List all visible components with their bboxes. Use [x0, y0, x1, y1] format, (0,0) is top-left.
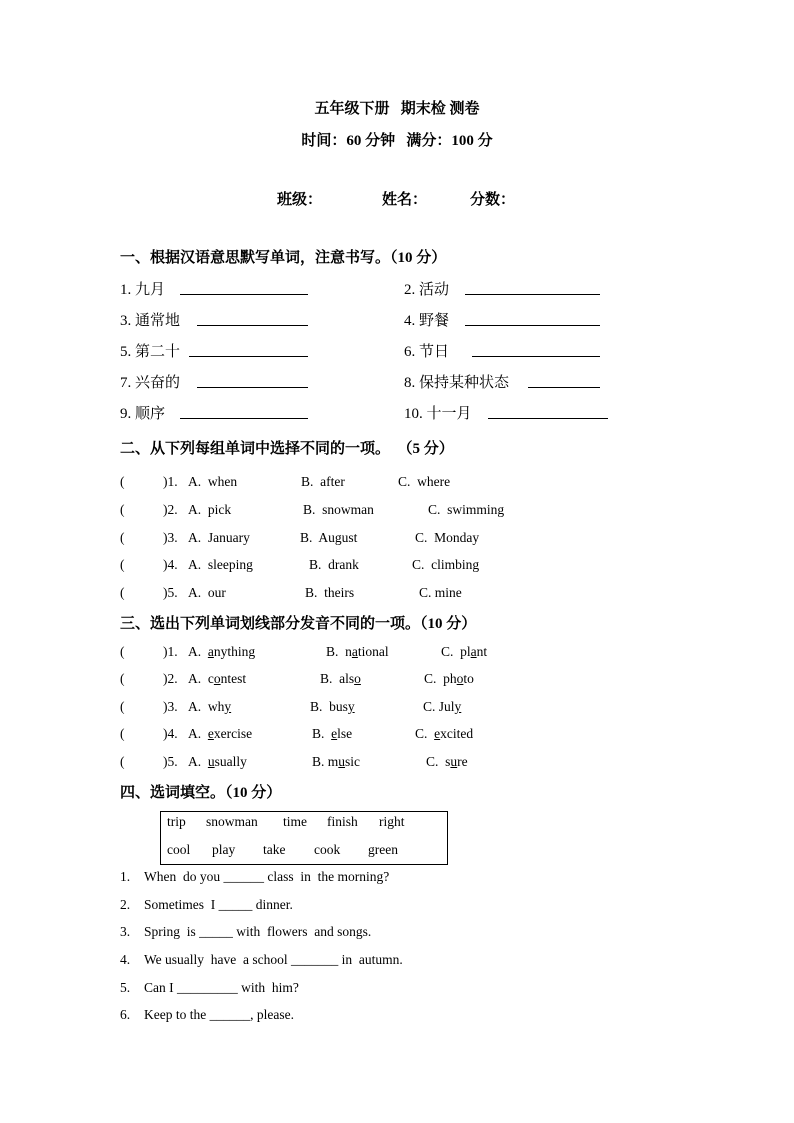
option-b: B. busy: [310, 699, 355, 714]
score-label: 分数：: [470, 192, 516, 208]
answer-paren[interactable]: (: [120, 530, 125, 545]
list-item: 6. 节日: [404, 344, 450, 360]
answer-paren[interactable]: (: [120, 502, 125, 517]
option-c: C. climbing: [412, 557, 480, 572]
option-c: C. excited: [415, 726, 474, 741]
option-a: A. January: [188, 530, 250, 545]
answer-blank[interactable]: [197, 387, 308, 388]
answer-paren[interactable]: (: [120, 585, 125, 600]
question-number: 2.: [120, 897, 131, 912]
option-b: B. music: [312, 754, 361, 769]
answer-blank[interactable]: [189, 356, 308, 357]
question-number: 1.: [120, 869, 131, 884]
answer-blank[interactable]: [465, 294, 600, 295]
list-item: 10. 十一月: [404, 406, 472, 422]
answer-paren[interactable]: (: [120, 671, 125, 686]
answer-paren[interactable]: (: [120, 726, 125, 741]
word-bank-item: cool: [167, 842, 191, 857]
question-number: )5.: [163, 585, 178, 600]
page-title: 五年级下册 期末检 测卷: [314, 101, 480, 117]
option-c: C. photo: [424, 671, 474, 686]
section4-heading: 四、选词填空。（10 分）: [120, 785, 282, 801]
class-label: 班级：: [277, 192, 323, 208]
answer-paren[interactable]: (: [120, 699, 125, 714]
section2-heading: 二、从下列每组单词中选择不同的一项。 （5 分）: [120, 441, 454, 457]
answer-blank[interactable]: [180, 418, 308, 419]
question-number: 3.: [120, 924, 131, 939]
list-item: 4. 野餐: [404, 313, 450, 329]
question-number: 5.: [120, 980, 131, 995]
list-item: 5. 第二十: [120, 344, 181, 360]
option-a: A. when: [188, 474, 238, 489]
option-b: B. August: [300, 530, 358, 545]
question-number: )2.: [163, 502, 178, 517]
answer-paren[interactable]: (: [120, 644, 125, 659]
option-a: A. anything: [188, 644, 256, 659]
answer-paren[interactable]: (: [120, 754, 125, 769]
option-b: B. also: [320, 671, 361, 686]
option-b: B. theirs: [305, 585, 355, 600]
option-c: C. plant: [441, 644, 488, 659]
option-c: C. swimming: [428, 502, 505, 517]
question-number: )5.: [163, 754, 178, 769]
fill-question[interactable]: We usually have a school _______ in autumn.: [144, 952, 403, 967]
option-b: B. after: [301, 474, 345, 489]
answer-paren[interactable]: (: [120, 474, 125, 489]
fill-question[interactable]: Keep to the ______, please.: [144, 1007, 294, 1022]
option-a: A. why: [188, 699, 232, 714]
fill-question[interactable]: Sometimes I _____ dinner.: [144, 897, 293, 912]
question-number: )1.: [163, 474, 178, 489]
option-c: C. Monday: [415, 530, 480, 545]
word-bank-item: trip: [167, 814, 186, 829]
question-number: )3.: [163, 530, 178, 545]
answer-blank[interactable]: [180, 294, 308, 295]
name-label: 姓名：: [382, 192, 428, 208]
fill-question[interactable]: Spring is _____ with flowers and songs.: [144, 924, 372, 939]
option-c: C. July: [423, 699, 462, 714]
fill-question[interactable]: Can I _________ with him?: [144, 980, 299, 995]
list-item: 9. 顺序: [120, 406, 166, 422]
word-bank-item: finish: [327, 814, 358, 829]
word-bank-item: right: [379, 814, 405, 829]
answer-blank[interactable]: [197, 325, 308, 326]
list-item: 8. 保持某种状态: [404, 375, 510, 391]
option-b: B. national: [326, 644, 389, 659]
list-item: 3. 通常地: [120, 313, 181, 329]
word-bank-item: play: [212, 842, 236, 857]
list-item: 2. 活动: [404, 282, 450, 298]
list-item: 1. 九月: [120, 282, 166, 298]
question-number: )4.: [163, 557, 178, 572]
fill-question[interactable]: When do you ______ class in the morning?: [144, 869, 390, 884]
exam-info: 时间：60 分钟 满分：100 分: [301, 133, 493, 149]
question-number: )4.: [163, 726, 178, 741]
list-item: 7. 兴奋的: [120, 375, 181, 391]
question-number: 4.: [120, 952, 131, 967]
question-number: )2.: [163, 671, 178, 686]
question-number: )3.: [163, 699, 178, 714]
word-bank-item: cook: [314, 842, 341, 857]
option-a: A. our: [188, 585, 226, 600]
option-c: C. where: [398, 474, 451, 489]
word-bank-item: time: [283, 814, 307, 829]
section3-heading: 三、选出下列单词划线部分发音不同的一项。（10 分）: [120, 616, 477, 632]
answer-blank[interactable]: [488, 418, 608, 419]
question-number: 6.: [120, 1007, 131, 1022]
option-c: C. sure: [426, 754, 468, 769]
answer-blank[interactable]: [472, 356, 600, 357]
option-a: A. contest: [188, 671, 247, 686]
option-b: B. drank: [309, 557, 359, 572]
answer-blank[interactable]: [465, 325, 600, 326]
option-b: B. snowman: [303, 502, 374, 517]
question-number: )1.: [163, 644, 178, 659]
option-a: A. exercise: [188, 726, 253, 741]
option-a: A. sleeping: [188, 557, 253, 572]
option-a: A. usually: [188, 754, 247, 769]
word-bank-item: green: [368, 842, 398, 857]
option-c: C. mine: [419, 585, 462, 600]
answer-blank[interactable]: [528, 387, 600, 388]
section1-heading: 一、根据汉语意思默写单词，注意书写。（10 分）: [120, 250, 447, 266]
word-bank-item: take: [263, 842, 286, 857]
word-bank-item: snowman: [206, 814, 258, 829]
option-b: B. else: [312, 726, 353, 741]
answer-paren[interactable]: (: [120, 557, 125, 572]
option-a: A. pick: [188, 502, 232, 517]
